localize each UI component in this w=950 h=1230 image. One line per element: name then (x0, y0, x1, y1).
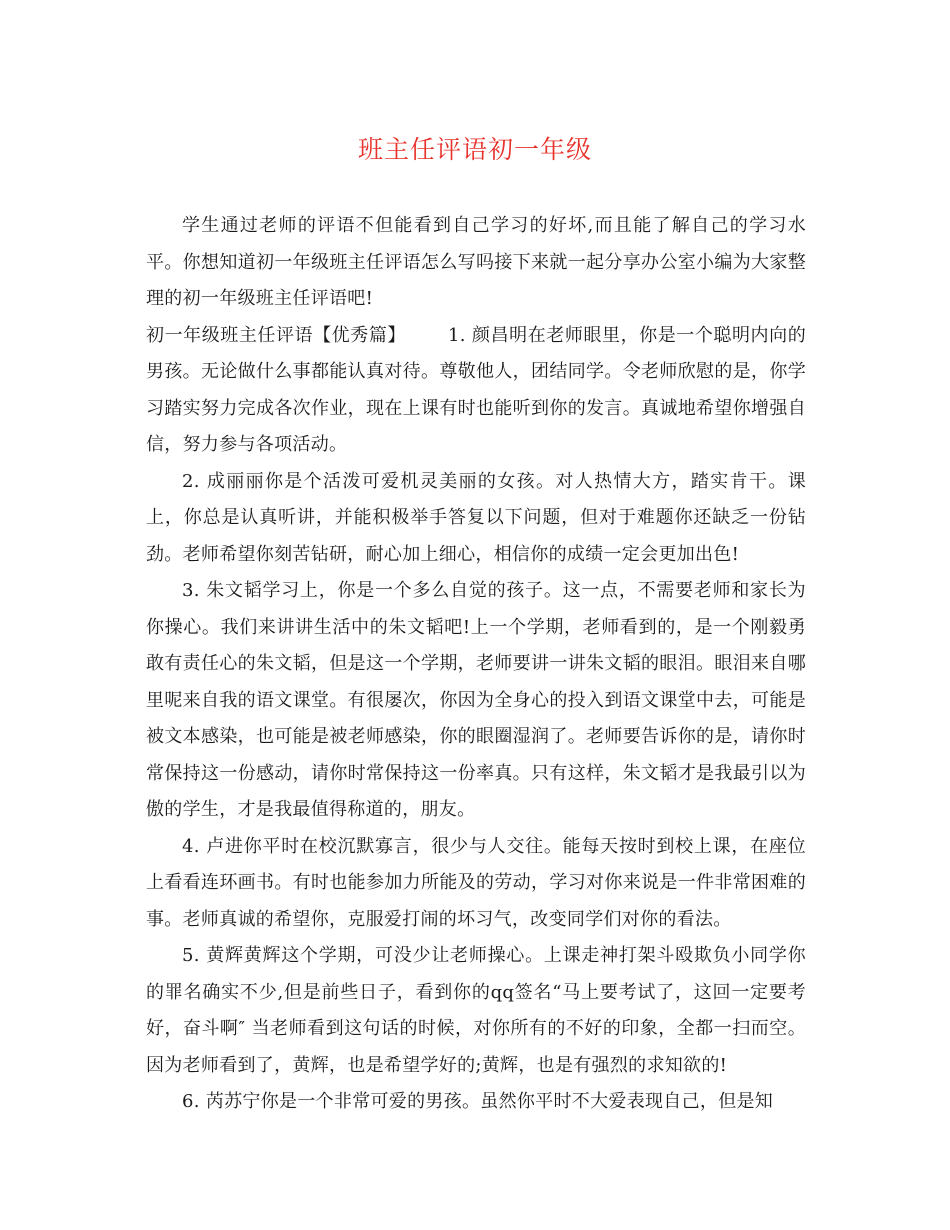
section-paragraph (146, 318, 806, 464)
page-title: 班主任评语初一年级 (357, 135, 592, 164)
comment-2: 2. 成丽丽你是个活泼可爱机灵美丽的女孩。对人热情大方，踏实肯干。课上，你总是认真听讲，并能积极举手答复以下问题，但对于难题你还缺乏一份钻劲。老师希望你刻苦钻研，耐心加上细心，相信你的成绩一定会更加出色! (146, 470, 806, 565)
comment-5: 5. 黄辉黄辉这个学期，可没少让老师操心。上课走神打架斗殴欺负小同学你的罪名确实不少,但是前些日子，看到你的qq签名“马上要考试了，这回一定要考好，奋斗啊″ 当老师看到这句话的时候，对你所有的不好的印象，全都一扫而空。因为老师看到了，黄辉，也是希望学好的;黄辉，也是有强烈的求知欲的! (146, 945, 806, 1076)
comment-6: 6. 芮苏宁你是一个非常可爱的男孩。虽然你平时不大爱表现自己，但是知 (182, 1091, 774, 1112)
intro-paragraph: 学生通过老师的评语不但能看到自己学习的好坏,而且能了解自己的学习水平。你想知道初一年级班主任评语怎么写吗接下来就一起分享办公室小编为大家整理的初一年级班主任评语吧! (146, 215, 806, 309)
comment-1: 1. 颜昌明在老师眼里，你是一个聪明内向的男孩。无论做什么事都能认真对待。尊敬他人，团结同学。令老师欣慰的是，你学习踏实努力完成各次作业，现在上课有时也能听到你的发言。真诚地希望你增强自信，努力参与各项活动。 (146, 324, 806, 455)
comment-3: 3. 朱文韬学习上，你是一个多么自觉的孩子。这一点，不需要老师和家长为你操心。我们来讲讲生活中的朱文韬吧!上一个学期，老师看到的，是一个刚毅勇敢有责任心的朱文韬，但是这一个学期，老师要讲一讲朱文韬的眼泪。眼泪来自哪里呢来自我的语文课堂。有很屡次，你因为全身心的投入到语文课堂中去，可能是被文本感染，也可能是被老师感染，你的眼圈湿润了。老师要告诉你的是，请你时常保持这一份感动，请你时常保持这一份率真。只有这样，朱文韬才是我最引以为傲的学生，才是我最值得称道的，朋友。 (146, 580, 806, 820)
section-heading: 初一年级班主任评语【优秀篇】 (146, 324, 406, 346)
comment-4: 4. 卢进你平时在校沉默寡言，很少与人交往。能每天按时到校上课，在座位上看看连环画书。有时也能参加力所能及的劳动，学习对你来说是一件非常困难的事。老师真诚的希望你，克服爱打闹的坏习气，改变同学们对你的看法。 (146, 835, 806, 930)
document-body (146, 208, 806, 1121)
